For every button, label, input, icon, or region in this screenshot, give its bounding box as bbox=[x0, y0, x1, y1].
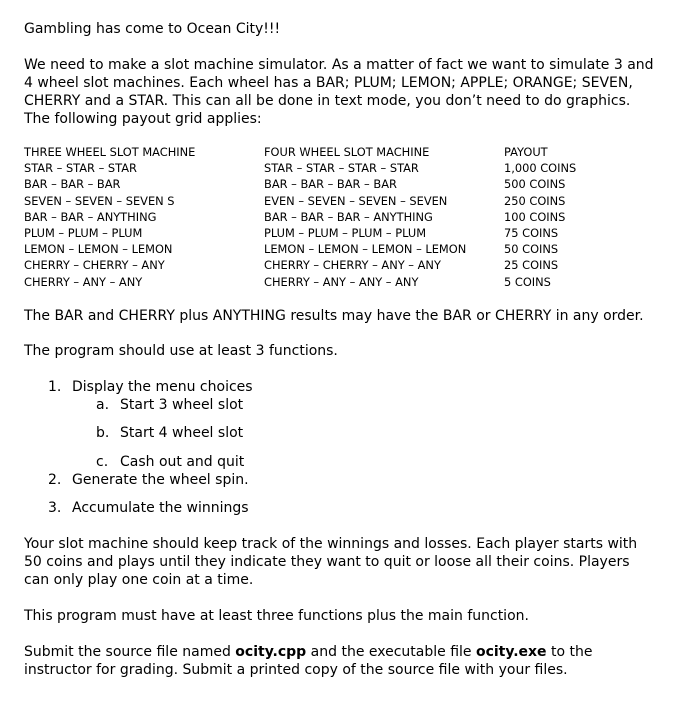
grid-cell: LEMON – LEMON – LEMON bbox=[24, 242, 173, 257]
sub-item-start-3 bbox=[24, 396, 656, 414]
winnings-paragraph: Your slot machine should keep track of the winnings and losses. Each player starts with 50 coins and plays until they indicate they want to quit or loose all their coins. Players can only play one coin at a time. bbox=[24, 535, 638, 588]
list-item-text: Accumulate the winnings bbox=[72, 499, 249, 516]
functions-note: The program should use at least 3 functions. bbox=[24, 342, 338, 359]
payout-grid bbox=[24, 144, 656, 290]
grid-cell: EVEN – SEVEN – SEVEN – SEVEN bbox=[264, 193, 448, 208]
grid-cell: PLUM – PLUM – PLUM – PLUM bbox=[264, 226, 427, 241]
sub-letter: b. bbox=[96, 424, 110, 441]
sub-item-text: Start 3 wheel slot bbox=[120, 396, 244, 413]
menu-choices-list bbox=[72, 396, 656, 471]
intro-paragraph: We need to make a slot machine simulator. As a matter of fact we want to simulate 3 and 4 wheel slot machines. Each wheel has a BAR; PLUM; LEMON; APPLE; ORANGE; SEVEN, CHERRY and a STAR. This can all be done in text mode, you don’t need to do graphics. The following payout grid applies: bbox=[24, 57, 654, 127]
sub-letter: a. bbox=[96, 396, 110, 413]
grid-cell: STAR – STAR – STAR – STAR bbox=[264, 161, 419, 176]
grid-cell: BAR – BAR – BAR – ANYTHING bbox=[264, 209, 433, 224]
grid-cell: PLUM – PLUM – PLUM bbox=[24, 226, 143, 241]
grid-cell: STAR – STAR – STAR bbox=[24, 161, 137, 176]
grid-cell: 25 COINS bbox=[504, 258, 559, 273]
list-item-text: Display the menu choices bbox=[72, 378, 253, 395]
grid-cell: LEMON – LEMON – LEMON – LEMON bbox=[264, 242, 467, 257]
grid-cell: CHERRY – CHERRY – ANY – ANY bbox=[264, 258, 441, 273]
submit-text: to the instructor for grading. Submit a printed copy of the source file with your files. bbox=[24, 643, 593, 678]
requirements-list bbox=[24, 378, 656, 517]
grid-cell: SEVEN – SEVEN – SEVEN S bbox=[24, 193, 175, 208]
three-functions-paragraph: This program must have at least three functions plus the main function. bbox=[24, 607, 529, 624]
list-item-menu bbox=[24, 378, 656, 471]
sub-letter: c. bbox=[96, 453, 109, 470]
submit-text: and the executable file bbox=[306, 643, 476, 660]
grid-cell: CHERRY – CHERRY – ANY bbox=[24, 258, 165, 273]
grid-header-three-wheel: THREE WHEEL SLOT MACHINE bbox=[24, 145, 196, 159]
list-number: 1. bbox=[48, 378, 62, 395]
grid-cell: 5 COINS bbox=[504, 274, 551, 289]
grid-cell: 50 COINS bbox=[504, 242, 559, 257]
grid-cell: 100 COINS bbox=[504, 209, 566, 224]
order-note: The BAR and CHERRY plus ANYTHING results may have the BAR or CHERRY in any order. bbox=[24, 307, 644, 324]
sub-item-start-4 bbox=[24, 424, 656, 442]
submit-text: Submit the source file named bbox=[24, 643, 236, 660]
grid-cell: CHERRY – ANY – ANY – ANY bbox=[264, 274, 419, 289]
grid-cell: CHERRY – ANY – ANY bbox=[24, 274, 143, 289]
sub-item-cash-out bbox=[24, 453, 656, 471]
list-number: 3. bbox=[48, 499, 62, 516]
sub-item-text: Cash out and quit bbox=[120, 453, 245, 470]
executable-filename: ocity.exe bbox=[475, 643, 547, 660]
grid-header-four-wheel: FOUR WHEEL SLOT MACHINE bbox=[264, 145, 430, 159]
submit-paragraph bbox=[24, 643, 656, 679]
grid-cell: 500 COINS bbox=[504, 177, 566, 192]
grid-cell: 1,000 COINS bbox=[504, 161, 577, 176]
list-item-text: Generate the wheel spin. bbox=[72, 471, 249, 488]
grid-cell: BAR – BAR – BAR – BAR bbox=[264, 177, 397, 192]
list-item-spin bbox=[24, 471, 656, 489]
source-filename: ocity.cpp bbox=[235, 643, 307, 660]
document-title: Gambling has come to Ocean City!!! bbox=[24, 21, 281, 37]
grid-cell: 75 COINS bbox=[504, 226, 559, 241]
grid-header-payout: PAYOUT bbox=[504, 145, 548, 159]
sub-item-text: Start 4 wheel slot bbox=[120, 424, 244, 441]
list-item-winnings bbox=[24, 499, 656, 517]
list-number: 2. bbox=[48, 471, 62, 488]
grid-cell: BAR – BAR – BAR bbox=[24, 177, 121, 192]
grid-cell: 250 COINS bbox=[504, 193, 566, 208]
grid-cell: BAR – BAR – ANYTHING bbox=[24, 209, 157, 224]
